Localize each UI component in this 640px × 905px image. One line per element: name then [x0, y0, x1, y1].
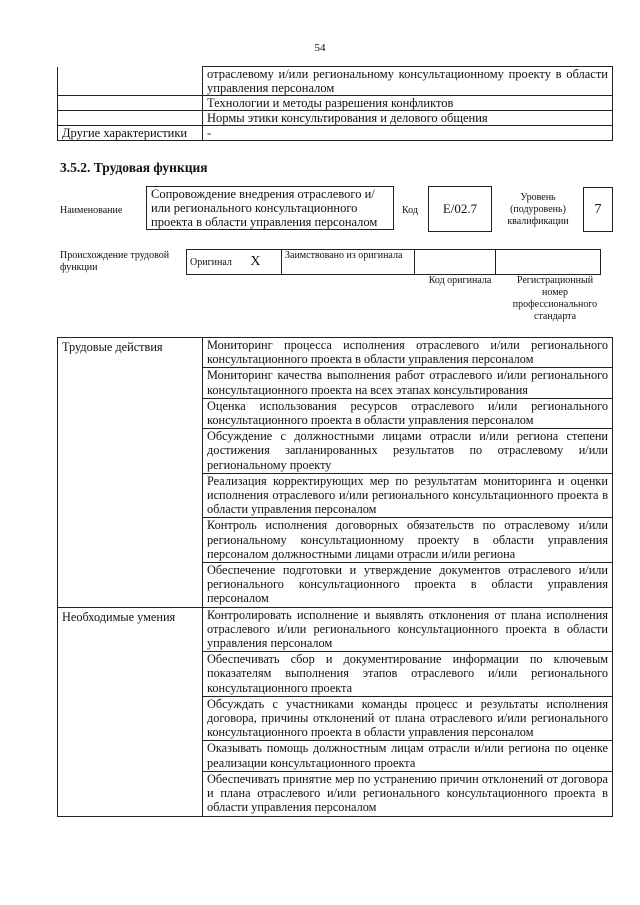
list-item: Контроль исполнения договорных обязательств по отраслевому и/или региональному консультационному проекту в области управления персоналом должностными лицами отрасли и/или региона: [203, 518, 613, 563]
table-row: [58, 518, 613, 563]
reg-number-cell: [496, 250, 601, 275]
table-row: [58, 696, 613, 741]
group-label: Необходимые умения: [58, 607, 203, 652]
group-label-continuation: [58, 696, 203, 741]
table-row: [58, 741, 613, 771]
top-continuation-table: [57, 66, 613, 141]
group-label: Трудовые действия: [58, 338, 203, 368]
function-name-box: Сопровождение внедрения отраслевого и/или регионального консультационного проекта в области управления персоналом: [146, 186, 394, 230]
borrowed-cell: Заимствовано из оригинала: [282, 250, 415, 275]
origin-table: [186, 249, 601, 275]
list-item: Обсуждение с должностными лицами отрасли и/или региона степени достижения запланированных результатов по отраслевому и/или региональному проекту: [203, 429, 613, 474]
list-item: Контролировать исполнение и выявлять отклонения от плана исполнения отраслевого и/или регионального консультационного проекта в области управления персоналом: [203, 607, 613, 652]
page-number: 54: [314, 42, 326, 54]
list-item: Оказывать помощь должностным лицам отрасли и/или региона по оценке реализации консультационного проекта: [203, 741, 613, 771]
code-value-box: E/02.7: [428, 186, 492, 232]
table-row: [58, 368, 613, 398]
code-label: Код: [402, 205, 418, 216]
original-cell: [187, 250, 282, 275]
row-text: отраслевому и/или региональному консультационному проекту в области управления персоналом: [203, 67, 613, 96]
section-title: 3.5.2. Трудовая функция: [60, 160, 208, 175]
row-text: -: [203, 126, 613, 141]
table-row: [58, 607, 613, 652]
table-row: [58, 398, 613, 428]
group-label-continuation: [58, 518, 203, 563]
table-row: [58, 429, 613, 474]
group-label-continuation: [58, 771, 203, 816]
group-label-continuation: [58, 429, 203, 474]
list-item: Обеспечивать принятие мер по устранению причин отклонений от договора и плана отраслевого и/или регионального консультационного проекта в области управления персоналом: [203, 771, 613, 816]
original-mark: X: [250, 254, 261, 269]
table-row: [58, 96, 613, 111]
list-item: Обсуждать с участниками команды процесс и результаты исполнения договора, причины отклонений от плана отраслевого и/или регионального консультационного проекта в области управления персоналом: [203, 696, 613, 741]
group-label-continuation: [58, 652, 203, 697]
row-label: [58, 96, 203, 111]
code-original-cell: [415, 250, 496, 275]
list-item: Оценка использования ресурсов отраслевого и/или регионального консультационного проекта в области управления персоналом: [203, 398, 613, 428]
list-item: Реализация корректирующих мер по результатам мониторинга и оценки исполнения отраслевого и/или регионального консультационного проекта в области управления персоналом: [203, 473, 613, 518]
list-item: Обеспечивать сбор и документирование информации по ключевым показателям выполнения этапов отраслевого и/или регионального консультационного проекта: [203, 652, 613, 697]
row-label: [58, 67, 203, 96]
reg-number-caption: Регистрационный номер профессионального стандарта: [512, 275, 598, 322]
group-label-continuation: [58, 398, 203, 428]
table-row: [58, 126, 613, 141]
group-label-continuation: [58, 368, 203, 398]
origin-label: Происхождение трудовой функции: [60, 250, 170, 273]
table-row: [58, 771, 613, 816]
name-label: Наименование: [60, 205, 123, 216]
row-label: [58, 111, 203, 126]
row-text: Технологии и методы разрешения конфликтов: [203, 96, 613, 111]
list-item: Мониторинг процесса исполнения отраслевого и/или регионального консультационного проекта в области управления персоналом: [203, 338, 613, 368]
list-item: Мониторинг качества выполнения работ отраслевого и/или регионального консультационного проекта на всех этапах консультирования: [203, 368, 613, 398]
table-row: [58, 67, 613, 96]
table-row: [58, 111, 613, 126]
list-item: Обеспечение подготовки и утверждение документов отраслевого и/или регионального консультационного проекта в области управления персоналом: [203, 563, 613, 608]
original-label: Оригинал: [190, 257, 232, 268]
group-label-continuation: [58, 563, 203, 608]
row-label: Другие характеристики: [58, 126, 203, 141]
group-label-continuation: [58, 473, 203, 518]
table-row: [58, 338, 613, 368]
group-label-continuation: [58, 741, 203, 771]
code-original-caption: Код оригинала: [428, 275, 492, 286]
table-row: [58, 473, 613, 518]
table-row: [58, 652, 613, 697]
function-details-table: [57, 337, 613, 817]
level-label: Уровень (подуровень) квалификации: [507, 192, 569, 227]
table-row: [58, 563, 613, 608]
level-value-box: 7: [583, 187, 613, 232]
row-text: Нормы этики консультирования и делового общения: [203, 111, 613, 126]
